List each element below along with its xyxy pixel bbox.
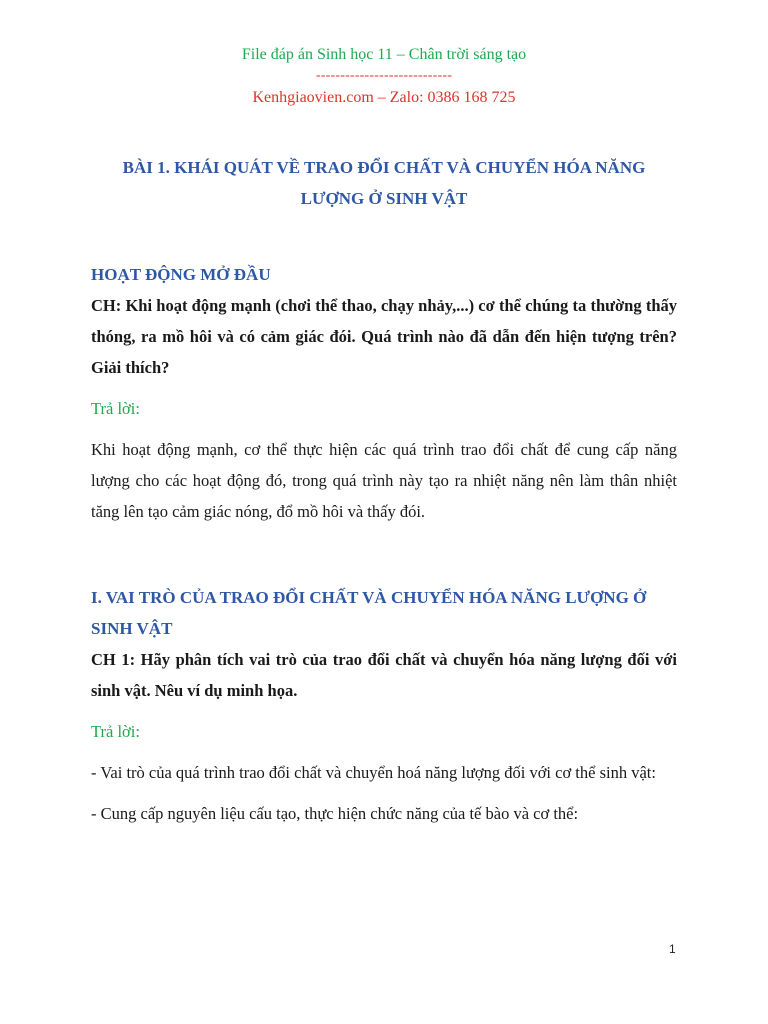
header-title: File đáp án Sinh học 11 – Chân trời sáng tạo	[241, 46, 527, 63]
intro-question: CH: Khi hoạt động mạnh (chơi thể thao, chạy nhảy,...) cơ thể chúng ta thường thấy thóng, ra mồ hôi và có cảm giác đói. Quá trình nào đã dẫn đến hiện tượng trên? Giải thích?	[91, 296, 677, 377]
section-1-answer-label: Trả lời:	[91, 722, 140, 741]
section-1-answer-line-2: - Cung cấp nguyên liệu cấu tạo, thực hiện chức năng của tế bào và cơ thể:	[91, 804, 579, 823]
header-contact: Kenhgiaovien.com – Zalo: 0386 168 725	[252, 89, 516, 106]
lesson-title: BÀI 1. KHÁI QUÁT VỀ TRAO ĐỔI CHẤT VÀ CHUYỂN HÓA NĂNG LƯỢNG Ở SINH VẬT	[122, 158, 646, 208]
header-divider: ----------------------------	[315, 68, 453, 83]
intro-answer-label: Trả lời:	[91, 399, 140, 418]
section-intro	[91, 259, 677, 527]
page-number: 1	[669, 942, 676, 956]
section-1	[91, 582, 677, 829]
section-1-answer-line-1: - Vai trò của quá trình trao đổi chất và chuyển hoá năng lượng đối với cơ thể sinh vật:	[91, 763, 656, 782]
section-intro-heading: HOẠT ĐỘNG MỞ ĐẦU	[91, 265, 271, 284]
intro-answer: Khi hoạt động mạnh, cơ thể thực hiện các quá trình trao đổi chất để cung cấp năng lượng cho các hoạt động đó, trong quá trình này tạo ra nhiệt năng nên làm thân nhiệt tăng lên tạo cảm giác nóng, đổ mồ hôi và thấy đói.	[91, 440, 677, 521]
section-1-question: CH 1: Hãy phân tích vai trò của trao đổi chất và chuyển hóa năng lượng đối với sinh vật. Nêu ví dụ minh họa.	[91, 650, 677, 700]
section-1-heading: I. VAI TRÒ CỦA TRAO ĐỔI CHẤT VÀ CHUYỂN HÓA NĂNG LƯỢNG Ở SINH VẬT	[91, 588, 647, 638]
document-header	[0, 0, 768, 110]
